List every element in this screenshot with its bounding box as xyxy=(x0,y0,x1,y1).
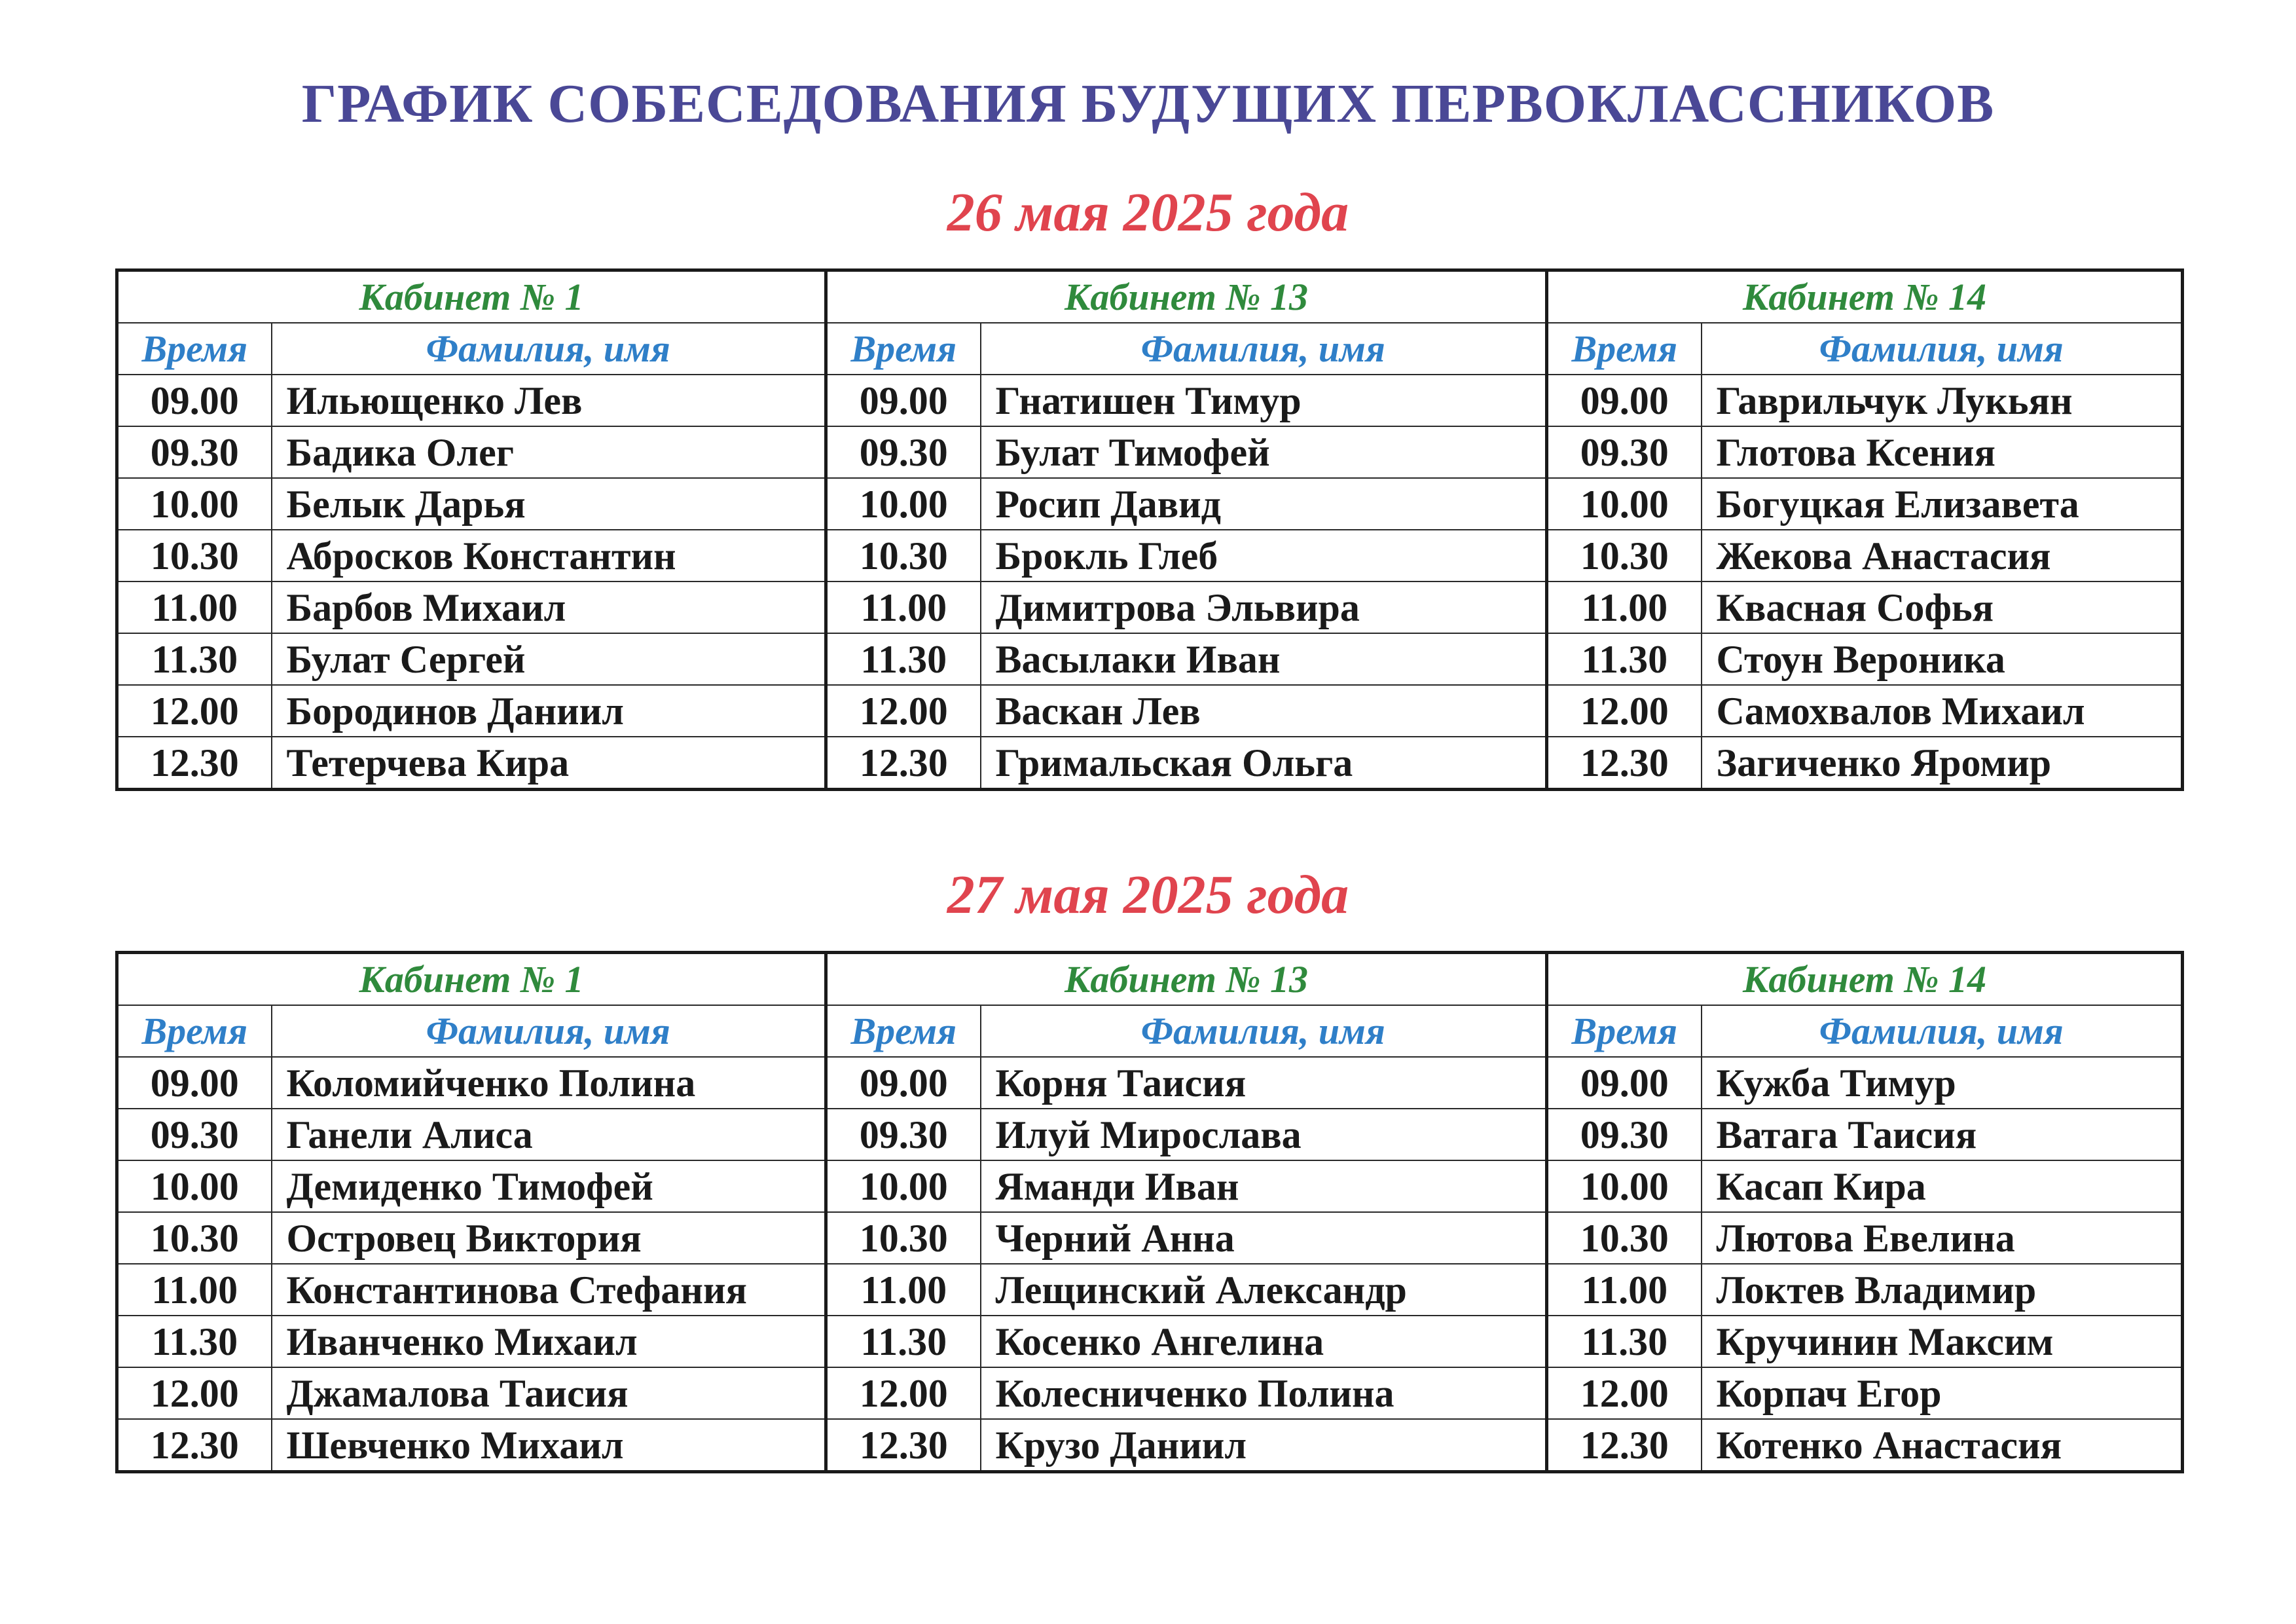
name-cell: Росип Давид xyxy=(981,478,1547,530)
name-cell: Тетерчева Кира xyxy=(272,737,826,790)
cabinet-header: Кабинет № 13 xyxy=(826,953,1547,1006)
name-cell: Колесниченко Полина xyxy=(981,1367,1547,1419)
time-cell: 11.00 xyxy=(117,1264,272,1316)
date-title-day-1: 26 мая 2025 года xyxy=(947,182,1349,243)
name-cell: Ватага Таисия xyxy=(1702,1109,2183,1160)
time-cell: 12.00 xyxy=(1547,1367,1702,1419)
name-cell: Жекова Анастасия xyxy=(1702,530,2183,581)
name-cell: Лещинский Александр xyxy=(981,1264,1547,1316)
schedule-table-day-1 xyxy=(115,268,2184,791)
name-cell: Яманди Иван xyxy=(981,1160,1547,1212)
time-cell: 11.30 xyxy=(117,1316,272,1367)
time-cell: 12.30 xyxy=(826,737,981,790)
page-title: ГРАФИК СОБЕСЕДОВАНИЯ БУДУЩИХ ПЕРВОКЛАССНИКОВ xyxy=(301,73,1995,134)
time-cell: 09.00 xyxy=(1547,1057,1702,1109)
name-cell: Димитрова Эльвира xyxy=(981,581,1547,633)
time-cell: 12.30 xyxy=(117,1419,272,1472)
time-cell: 09.30 xyxy=(1547,426,1702,478)
time-cell: 09.30 xyxy=(1547,1109,1702,1160)
name-cell: Квасная Софья xyxy=(1702,581,2183,633)
name-cell: Джамалова Таисия xyxy=(272,1367,826,1419)
cabinet-header-row xyxy=(117,953,2183,1006)
table-row xyxy=(117,1212,2183,1264)
name-column-header: Фамилия, имя xyxy=(1702,1005,2183,1057)
table-row xyxy=(117,478,2183,530)
name-column-header: Фамилия, имя xyxy=(1702,323,2183,375)
time-cell: 12.30 xyxy=(1547,1419,1702,1472)
name-cell: Васкан Лев xyxy=(981,685,1547,737)
name-cell: Крузо Даниил xyxy=(981,1419,1547,1472)
time-cell: 09.00 xyxy=(1547,375,1702,426)
table-row xyxy=(117,1419,2183,1472)
name-cell: Корня Таисия xyxy=(981,1057,1547,1109)
name-cell: Коломийченко Полина xyxy=(272,1057,826,1109)
time-cell: 10.00 xyxy=(826,1160,981,1212)
table-row xyxy=(117,1264,2183,1316)
name-cell: Демиденко Тимофей xyxy=(272,1160,826,1212)
name-column-header: Фамилия, имя xyxy=(272,323,826,375)
time-cell: 11.30 xyxy=(826,633,981,685)
time-column-header: Время xyxy=(1547,1005,1702,1057)
name-column-header: Фамилия, имя xyxy=(272,1005,826,1057)
time-cell: 09.00 xyxy=(826,1057,981,1109)
name-cell: Бадика Олег xyxy=(272,426,826,478)
table-row xyxy=(117,1109,2183,1160)
time-cell: 12.00 xyxy=(117,685,272,737)
time-cell: 10.30 xyxy=(826,530,981,581)
cabinet-header: Кабинет № 1 xyxy=(117,270,826,323)
time-cell: 09.00 xyxy=(117,1057,272,1109)
column-header-row xyxy=(117,1005,2183,1057)
table-row xyxy=(117,426,2183,478)
time-column-header: Время xyxy=(1547,323,1702,375)
date-title-day-2: 27 мая 2025 года xyxy=(947,864,1349,925)
name-column-header: Фамилия, имя xyxy=(981,323,1547,375)
name-cell: Барбов Михаил xyxy=(272,581,826,633)
table-row xyxy=(117,737,2183,790)
time-cell: 09.30 xyxy=(826,426,981,478)
time-cell: 09.30 xyxy=(117,426,272,478)
name-cell: Гнатишен Тимур xyxy=(981,375,1547,426)
name-cell: Белык Дарья xyxy=(272,478,826,530)
name-cell: Илуй Мирослава xyxy=(981,1109,1547,1160)
table-row xyxy=(117,581,2183,633)
name-cell: Кручинин Максим xyxy=(1702,1316,2183,1367)
time-cell: 10.00 xyxy=(1547,1160,1702,1212)
time-column-header: Время xyxy=(826,1005,981,1057)
time-cell: 11.00 xyxy=(1547,1264,1702,1316)
time-cell: 10.00 xyxy=(1547,478,1702,530)
time-column-header: Время xyxy=(117,1005,272,1057)
table-row xyxy=(117,633,2183,685)
time-column-header: Время xyxy=(826,323,981,375)
name-cell: Богуцкая Елизавета xyxy=(1702,478,2183,530)
table-row xyxy=(117,530,2183,581)
name-cell: Глотова Ксения xyxy=(1702,426,2183,478)
time-cell: 11.30 xyxy=(1547,633,1702,685)
name-cell: Васылаки Иван xyxy=(981,633,1547,685)
time-cell: 10.30 xyxy=(117,530,272,581)
time-cell: 12.30 xyxy=(1547,737,1702,790)
name-cell: Бородинов Даниил xyxy=(272,685,826,737)
time-cell: 11.00 xyxy=(117,581,272,633)
name-cell: Черний Анна xyxy=(981,1212,1547,1264)
time-cell: 09.00 xyxy=(826,375,981,426)
name-cell: Загиченко Яромир xyxy=(1702,737,2183,790)
name-cell: Кужба Тимур xyxy=(1702,1057,2183,1109)
table-row xyxy=(117,375,2183,426)
name-cell: Локтев Владимир xyxy=(1702,1264,2183,1316)
time-cell: 10.30 xyxy=(826,1212,981,1264)
time-cell: 11.00 xyxy=(826,581,981,633)
time-cell: 11.00 xyxy=(826,1264,981,1316)
name-cell: Иванченко Михаил xyxy=(272,1316,826,1367)
time-cell: 10.30 xyxy=(1547,1212,1702,1264)
time-cell: 10.30 xyxy=(1547,530,1702,581)
cabinet-header: Кабинет № 13 xyxy=(826,270,1547,323)
name-cell: Булат Сергей xyxy=(272,633,826,685)
time-cell: 09.30 xyxy=(826,1109,981,1160)
time-cell: 11.00 xyxy=(1547,581,1702,633)
table-row xyxy=(117,1316,2183,1367)
time-cell: 11.30 xyxy=(117,633,272,685)
name-cell: Косенко Ангелина xyxy=(981,1316,1547,1367)
time-cell: 11.30 xyxy=(1547,1316,1702,1367)
time-cell: 10.00 xyxy=(826,478,981,530)
name-cell: Самохвалов Михаил xyxy=(1702,685,2183,737)
table-row xyxy=(117,1057,2183,1109)
time-cell: 12.00 xyxy=(1547,685,1702,737)
time-cell: 12.30 xyxy=(117,737,272,790)
name-cell: Константинова Стефания xyxy=(272,1264,826,1316)
time-cell: 12.30 xyxy=(826,1419,981,1472)
time-column-header: Время xyxy=(117,323,272,375)
table-row xyxy=(117,1367,2183,1419)
cabinet-header-row xyxy=(117,270,2183,323)
name-cell: Лютова Евелина xyxy=(1702,1212,2183,1264)
name-cell: Булат Тимофей xyxy=(981,426,1547,478)
schedule-table-day-2 xyxy=(115,951,2184,1473)
name-cell: Стоун Вероника xyxy=(1702,633,2183,685)
time-cell: 09.30 xyxy=(117,1109,272,1160)
name-cell: Ильющенко Лев xyxy=(272,375,826,426)
name-cell: Абросков Константин xyxy=(272,530,826,581)
time-cell: 10.00 xyxy=(117,1160,272,1212)
name-cell: Корпач Егор xyxy=(1702,1367,2183,1419)
time-cell: 10.00 xyxy=(117,478,272,530)
name-cell: Гримальская Ольга xyxy=(981,737,1547,790)
name-cell: Котенко Анастасия xyxy=(1702,1419,2183,1472)
time-cell: 11.30 xyxy=(826,1316,981,1367)
column-header-row xyxy=(117,323,2183,375)
cabinet-header: Кабинет № 14 xyxy=(1547,953,2183,1006)
name-cell: Ганели Алиса xyxy=(272,1109,826,1160)
table-row xyxy=(117,1160,2183,1212)
cabinet-header: Кабинет № 14 xyxy=(1547,270,2183,323)
table-row xyxy=(117,685,2183,737)
time-cell: 12.00 xyxy=(826,1367,981,1419)
time-cell: 12.00 xyxy=(826,685,981,737)
name-cell: Касап Кира xyxy=(1702,1160,2183,1212)
cabinet-header: Кабинет № 1 xyxy=(117,953,826,1006)
time-cell: 09.00 xyxy=(117,375,272,426)
name-cell: Гаврильчук Лукьян xyxy=(1702,375,2183,426)
time-cell: 10.30 xyxy=(117,1212,272,1264)
time-cell: 12.00 xyxy=(117,1367,272,1419)
name-column-header: Фамилия, имя xyxy=(981,1005,1547,1057)
name-cell: Шевченко Михаил xyxy=(272,1419,826,1472)
name-cell: Брокль Глеб xyxy=(981,530,1547,581)
name-cell: Островец Виктория xyxy=(272,1212,826,1264)
